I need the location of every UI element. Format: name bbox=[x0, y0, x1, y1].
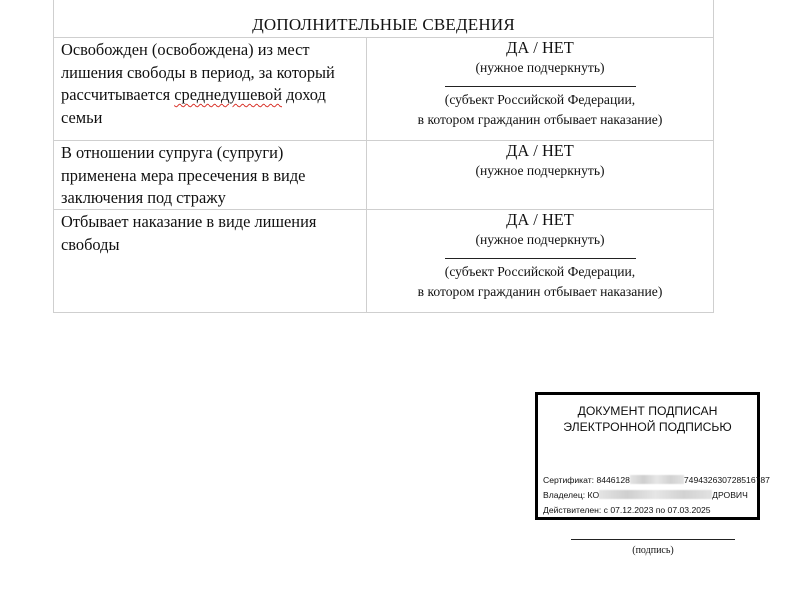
signature-line bbox=[571, 539, 735, 540]
certificate-end: 749432630728516787 bbox=[683, 475, 770, 485]
electronic-signature-stamp bbox=[535, 392, 770, 520]
underline-hint: (нужное подчеркнуть) bbox=[475, 232, 605, 247]
subject-input-line bbox=[445, 258, 636, 259]
signature-caption: (подпись) bbox=[632, 545, 674, 556]
subject-input-line bbox=[445, 86, 636, 87]
stamp-heading-line2: ЭЛЕКТРОННОЙ ПОДПИСЬЮ bbox=[563, 419, 732, 434]
answer-cell bbox=[367, 38, 713, 140]
yes-no-answer: ДА / НЕТ bbox=[506, 38, 574, 57]
stamp-heading-line1: ДОКУМЕНТ ПОДПИСАН bbox=[577, 404, 718, 418]
table-row bbox=[54, 38, 713, 141]
redacted-block bbox=[630, 475, 684, 484]
question-text-part2: доход семьи bbox=[61, 85, 326, 127]
subject-caption bbox=[367, 90, 713, 130]
subject-caption bbox=[367, 262, 713, 302]
table-row bbox=[54, 141, 713, 210]
stamp-heading bbox=[538, 404, 757, 435]
subject-caption-line1: (субъект Российской Федерации, bbox=[444, 92, 636, 107]
subject-caption-line1: (субъект Российской Федерации, bbox=[444, 264, 636, 279]
answer-cell bbox=[367, 141, 713, 209]
certificate-start: 8446128 bbox=[596, 475, 630, 485]
answer-cell bbox=[367, 210, 713, 313]
spellcheck-word: среднедушевой bbox=[174, 85, 282, 104]
additional-info-table bbox=[53, 0, 714, 313]
owner-start: КО bbox=[587, 490, 600, 500]
table-row bbox=[54, 210, 713, 313]
certificate-label: Сертификат: bbox=[543, 475, 595, 485]
section-title: ДОПОЛНИТЕЛЬНЫЕ СВЕДЕНИЯ bbox=[252, 15, 515, 34]
subject-caption-line2: в котором гражданин отбывает наказание) bbox=[417, 284, 663, 299]
yes-no-answer: ДА / НЕТ bbox=[506, 141, 574, 160]
owner-label: Владелец: bbox=[543, 490, 586, 500]
table-title-row bbox=[54, 0, 713, 38]
subject-caption-line2: в котором гражданин отбывает наказание) bbox=[417, 112, 663, 127]
underline-hint: (нужное подчеркнуть) bbox=[475, 60, 605, 75]
owner-end: ДРОВИЧ bbox=[712, 490, 748, 500]
yes-no-answer: ДА / НЕТ bbox=[506, 210, 574, 229]
redacted-block bbox=[599, 490, 712, 499]
underline-hint: (нужное подчеркнуть) bbox=[475, 163, 605, 178]
question-cell: В отношении супруга (супруги) применена мера пресечения в виде заключения под стражу bbox=[54, 141, 367, 209]
validity-line: Действителен: с 07.12.2023 по 07.03.2025 bbox=[543, 505, 711, 515]
question-cell: Отбывает наказание в виде лишения свободы bbox=[54, 210, 367, 313]
question-text-part1: Освобожден (освобождена) из мест лишения свободы в период, за который рассчитывается bbox=[61, 40, 335, 104]
certificate-line bbox=[543, 475, 770, 485]
question-cell bbox=[54, 38, 367, 140]
owner-line bbox=[543, 490, 748, 500]
